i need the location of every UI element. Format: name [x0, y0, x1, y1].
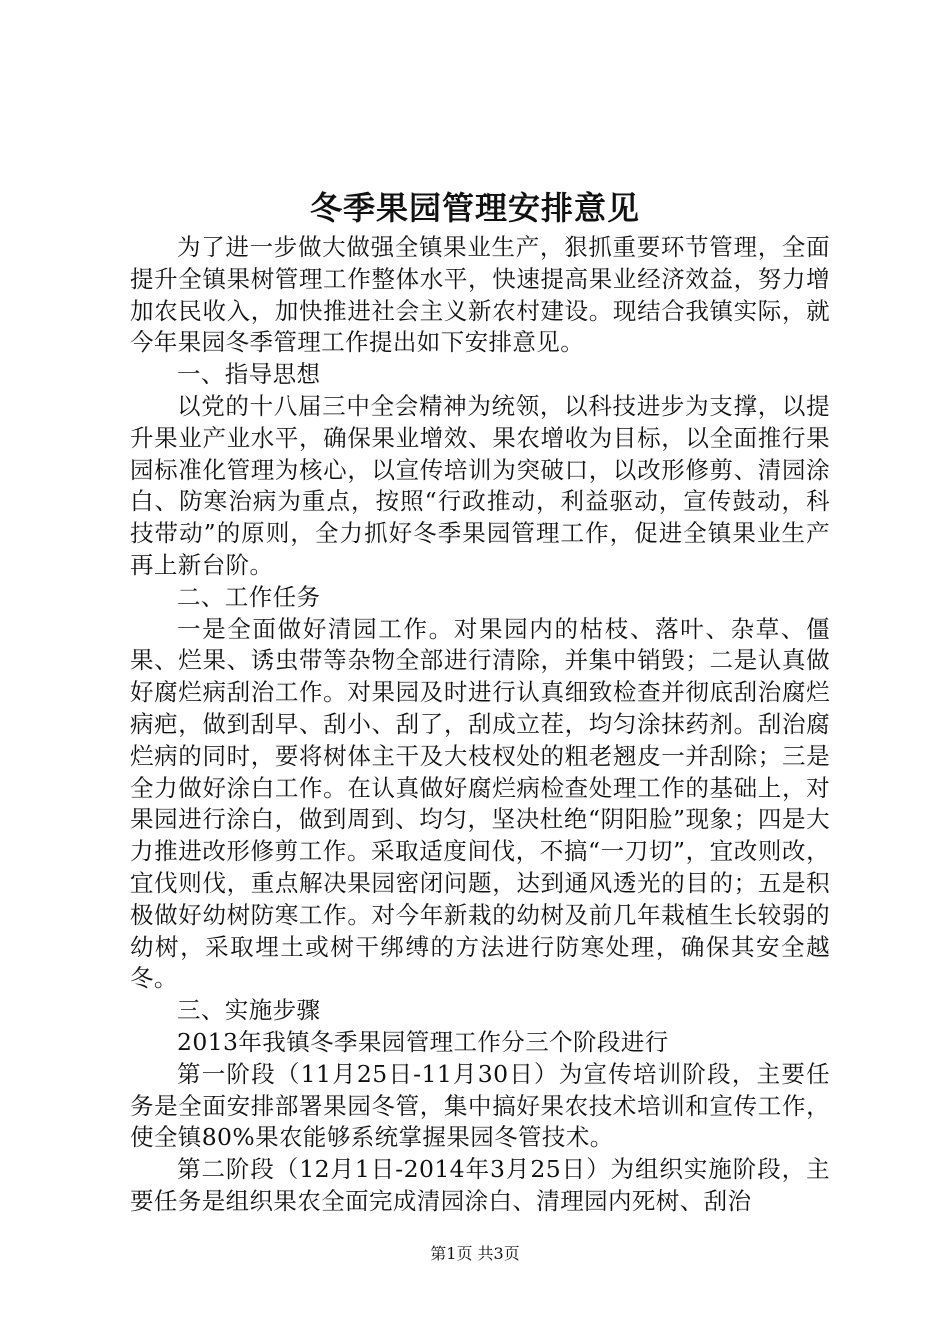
intro-paragraph: 为了进一步做大做强全镇果业生产，狠抓重要环节管理，全面提升全镇果树管理工作整体水平，快速提高果业经济效益，努力增加农民收入，加快推进社会主义新农村建设。现结合我镇实际，就今年果园冬季管理工作提出如下安排意见。: [130, 233, 830, 357]
section-heading-tasks: 二、工作任务: [177, 582, 321, 611]
section-heading-steps: 三、实施步骤: [177, 996, 321, 1025]
phase-two-paragraph: 第二阶段（12月1日-2014年3月25日）为组织实施阶段，主要任务是组织果农全面完成清园涂白、清理园内死树、刮治: [130, 1155, 830, 1215]
document-body: [130, 232, 830, 1218]
phase-one-paragraph: 第一阶段（11月25日-11月30日）为宣传培训阶段，主要任务是全面安排部署果园冬管，集中搞好果农技术培训和宣传工作，使全镇80%果农能够系统掌握果园冬管技术。: [130, 1059, 830, 1152]
tasks-paragraph: 一是全面做好清园工作。对果园内的枯枝、落叶、杂草、僵果、烂果、诱虫带等杂物全部进行清除，并集中销毁；二是认真做好腐烂病刮治工作。对果园及时进行认真细致检查并彻底刮治腐烂病疤，做到刮早、刮小、刮了，刮成立茬，均匀涂抹药剂。刮治腐烂病的同时，要将树体主干及大枝杈处的粗老翘皮一并刮除；三是全力做好涂白工作。在认真做好腐烂病检查处理工作的基础上，对果园进行涂白，做到周到、均匀，坚决杜绝“阴阳脸”现象；四是大力推进改形修剪工作。采取适度间伐，不搞“一刀切”，宜改则改，宜伐则伐，重点解决果园密闭问题，达到通风透光的目的；五是积极做好幼树防寒工作。对今年新栽的幼树及前几年栽植生长较弱的幼树，采取埋土或树干绑缚的方法进行防寒处理，确保其安全越冬。: [130, 614, 830, 993]
guiding-thought-paragraph: 以党的十八届三中全会精神为统领，以科技进步为支撑，以提升果业产业水平，确保果业增效、果农增收为目标，以全面推行果园标准化管理为核心，以宣传培训为突破口，以改形修剪、清园涂白、防寒治病为重点，按照“行政推动，利益驱动，宣传鼓动，科技带动”的原则，全力抓好冬季果园管理工作，促进全镇果业生产再上新台阶。: [130, 391, 830, 579]
document-title: 冬季果园管理安排意见: [309, 189, 640, 227]
steps-intro-paragraph: 2013年我镇冬季果园管理工作分三个阶段进行: [177, 1027, 669, 1056]
section-heading-guiding-thought: 一、指导思想: [177, 360, 321, 389]
page-footer: 第1页 共3页: [430, 1244, 520, 1263]
